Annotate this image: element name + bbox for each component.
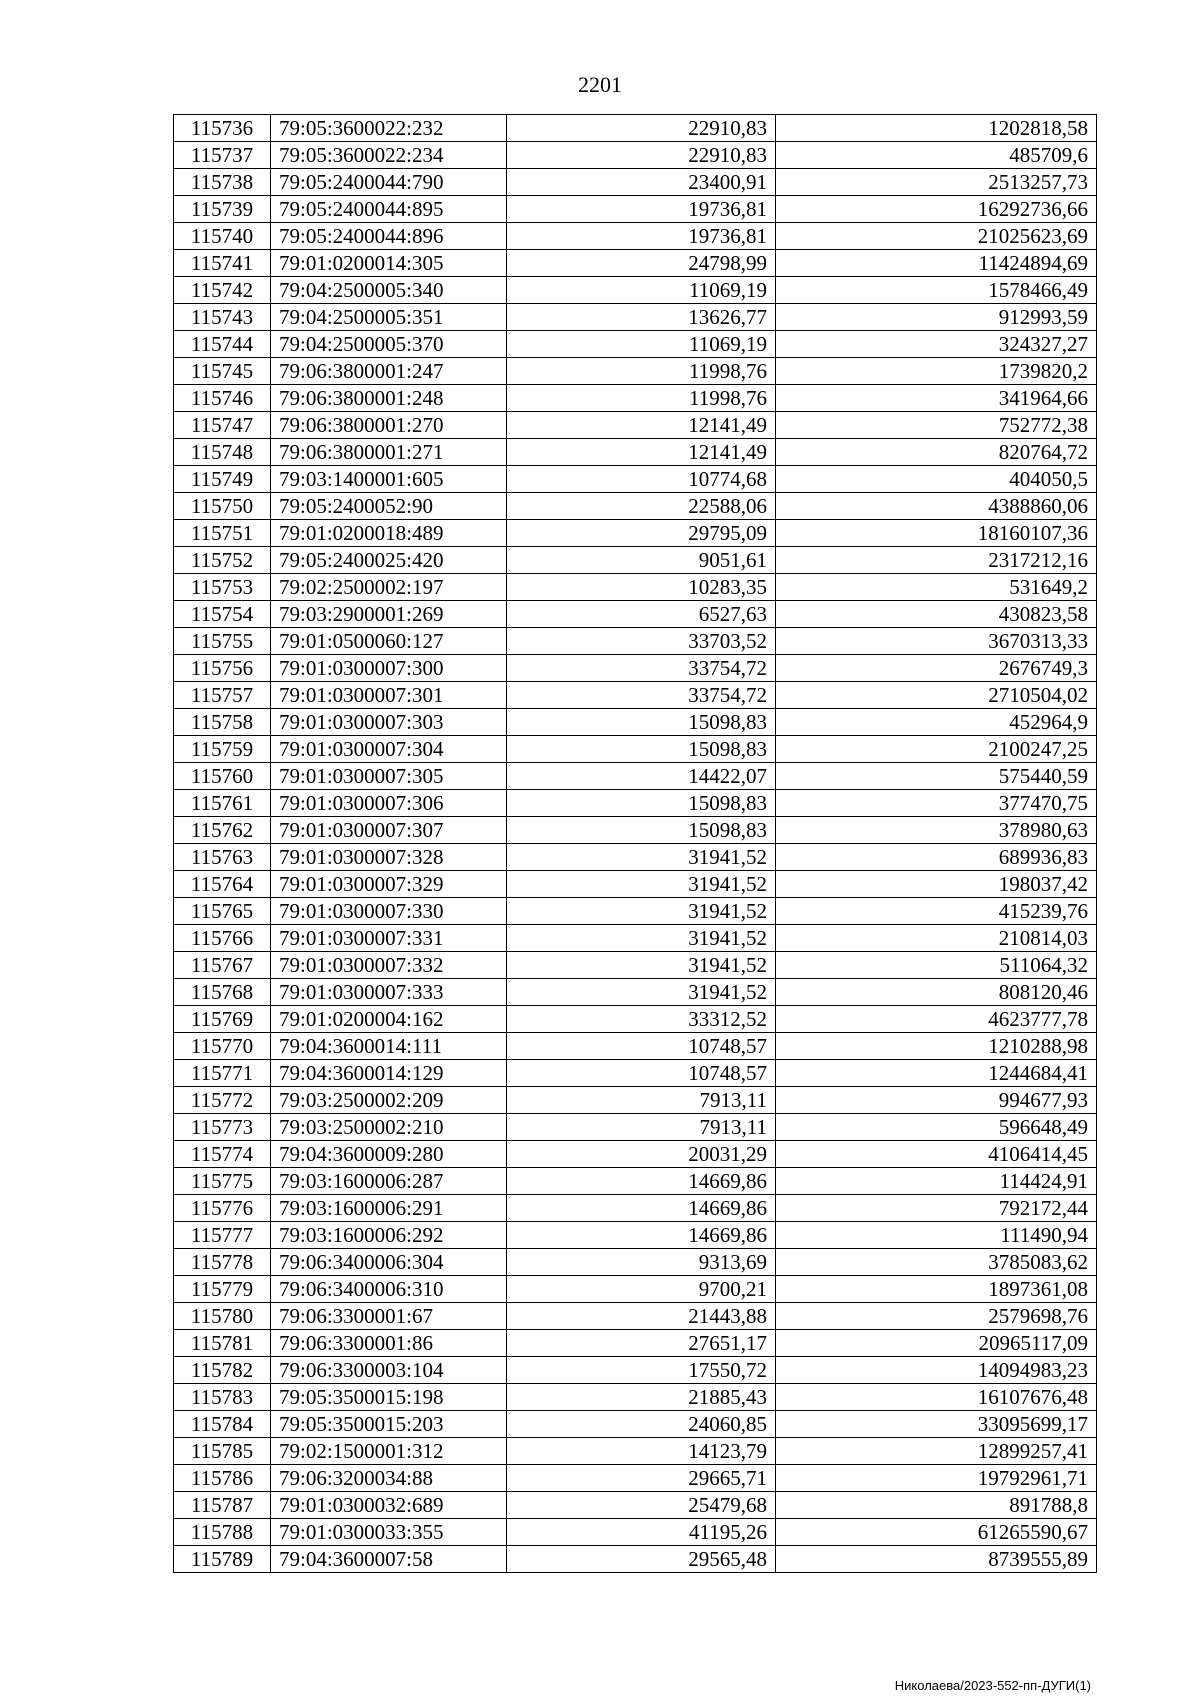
table-row [174,1330,1097,1357]
table-row [174,574,1097,601]
cadastral-number-cell: 79:04:2500005:370 [271,331,507,358]
table-row [174,844,1097,871]
table-row [174,1060,1097,1087]
cadastral-value-cell: 378980,63 [776,817,1097,844]
cadastral-value-cell: 596648,49 [776,1114,1097,1141]
cadastral-number-cell: 79:01:0300007:330 [271,898,507,925]
cadastral-value-cell: 61265590,67 [776,1519,1097,1546]
table-row [174,601,1097,628]
cadastral-number-cell: 79:03:2900001:269 [271,601,507,628]
row-number-cell: 115757 [174,682,271,709]
specific-value-cell: 22910,83 [507,142,776,169]
table-row [174,628,1097,655]
cadastral-value-cell: 11424894,69 [776,250,1097,277]
cadastral-value-cell: 2710504,02 [776,682,1097,709]
cadastral-number-cell: 79:04:2500005:340 [271,277,507,304]
specific-value-cell: 6527,63 [507,601,776,628]
table-row [174,1141,1097,1168]
specific-value-cell: 9313,69 [507,1249,776,1276]
specific-value-cell: 25479,68 [507,1492,776,1519]
table-row [174,277,1097,304]
row-number-cell: 115740 [174,223,271,250]
specific-value-cell: 21443,88 [507,1303,776,1330]
cadastral-value-cell: 18160107,36 [776,520,1097,547]
cadastral-number-cell: 79:05:2400044:895 [271,196,507,223]
cadastral-number-cell: 79:04:3600014:129 [271,1060,507,1087]
cadastral-number-cell: 79:01:0200014:305 [271,250,507,277]
specific-value-cell: 13626,77 [507,304,776,331]
cadastral-number-cell: 79:06:3300001:67 [271,1303,507,1330]
cadastral-value-cell: 820764,72 [776,439,1097,466]
row-number-cell: 115788 [174,1519,271,1546]
cadastral-value-cell: 404050,5 [776,466,1097,493]
cadastral-number-cell: 79:01:0300007:333 [271,979,507,1006]
cadastral-value-cell: 210814,03 [776,925,1097,952]
cadastral-value-cell: 2513257,73 [776,169,1097,196]
table-row [174,817,1097,844]
cadastral-number-cell: 79:06:3200034:88 [271,1465,507,1492]
specific-value-cell: 33312,52 [507,1006,776,1033]
cadastral-value-cell: 4106414,45 [776,1141,1097,1168]
row-number-cell: 115738 [174,169,271,196]
specific-value-cell: 33754,72 [507,682,776,709]
row-number-cell: 115754 [174,601,271,628]
cadastral-number-cell: 79:01:0300007:300 [271,655,507,682]
specific-value-cell: 11069,19 [507,277,776,304]
cadastral-value-cell: 1210288,98 [776,1033,1097,1060]
specific-value-cell: 9700,21 [507,1276,776,1303]
specific-value-cell: 7913,11 [507,1114,776,1141]
cadastral-value-cell: 21025623,69 [776,223,1097,250]
table-row [174,250,1097,277]
cadastral-number-cell: 79:05:2400044:790 [271,169,507,196]
table-row [174,1114,1097,1141]
specific-value-cell: 7913,11 [507,1087,776,1114]
row-number-cell: 115748 [174,439,271,466]
specific-value-cell: 14422,07 [507,763,776,790]
specific-value-cell: 24060,85 [507,1411,776,1438]
cadastral-value-cell: 1578466,49 [776,277,1097,304]
row-number-cell: 115782 [174,1357,271,1384]
table-row [174,1438,1097,1465]
row-number-cell: 115745 [174,358,271,385]
table-row [174,439,1097,466]
cadastral-number-cell: 79:05:3600022:232 [271,115,507,142]
cadastral-number-cell: 79:05:3500015:198 [271,1384,507,1411]
cadastral-value-cell: 1244684,41 [776,1060,1097,1087]
cadastral-value-cell: 2317212,16 [776,547,1097,574]
cadastral-number-cell: 79:01:0300007:329 [271,871,507,898]
table-row [174,1033,1097,1060]
specific-value-cell: 20031,29 [507,1141,776,1168]
cadastral-number-cell: 79:01:0300007:305 [271,763,507,790]
row-number-cell: 115762 [174,817,271,844]
cadastral-number-cell: 79:04:3600014:111 [271,1033,507,1060]
table-row [174,1519,1097,1546]
table-row [174,709,1097,736]
specific-value-cell: 15098,83 [507,709,776,736]
cadastral-number-cell: 79:03:1400001:605 [271,466,507,493]
table-row [174,1168,1097,1195]
table-row [174,655,1097,682]
row-number-cell: 115750 [174,493,271,520]
cadastral-number-cell: 79:01:0300007:303 [271,709,507,736]
table-row [174,304,1097,331]
cadastral-number-cell: 79:05:3500015:203 [271,1411,507,1438]
cadastral-number-cell: 79:05:2400052:90 [271,493,507,520]
cadastral-number-cell: 79:05:3600022:234 [271,142,507,169]
specific-value-cell: 27651,17 [507,1330,776,1357]
cadastral-value-cell: 1739820,2 [776,358,1097,385]
row-number-cell: 115787 [174,1492,271,1519]
cadastral-value-cell: 198037,42 [776,871,1097,898]
table-row [174,412,1097,439]
row-number-cell: 115770 [174,1033,271,1060]
table-row [174,331,1097,358]
specific-value-cell: 33703,52 [507,628,776,655]
cadastral-number-cell: 79:03:1600006:292 [271,1222,507,1249]
row-number-cell: 115768 [174,979,271,1006]
table-row [174,385,1097,412]
table-row [174,736,1097,763]
cadastral-number-cell: 79:06:3300001:86 [271,1330,507,1357]
specific-value-cell: 14669,86 [507,1168,776,1195]
row-number-cell: 115739 [174,196,271,223]
specific-value-cell: 19736,81 [507,196,776,223]
table-row [174,1087,1097,1114]
cadastral-value-cell: 511064,32 [776,952,1097,979]
cadastral-value-cell: 2579698,76 [776,1303,1097,1330]
table-row [174,1303,1097,1330]
row-number-cell: 115789 [174,1546,271,1573]
row-number-cell: 115760 [174,763,271,790]
specific-value-cell: 31941,52 [507,952,776,979]
row-number-cell: 115777 [174,1222,271,1249]
table-row [174,223,1097,250]
cadastral-value-cell: 16107676,48 [776,1384,1097,1411]
specific-value-cell: 33754,72 [507,655,776,682]
cadastral-value-cell: 912993,59 [776,304,1097,331]
specific-value-cell: 41195,26 [507,1519,776,1546]
specific-value-cell: 31941,52 [507,898,776,925]
specific-value-cell: 19736,81 [507,223,776,250]
cadastral-value-cell: 1202818,58 [776,115,1097,142]
cadastral-value-cell: 3670313,33 [776,628,1097,655]
table-row [174,871,1097,898]
table-row [174,1249,1097,1276]
row-number-cell: 115751 [174,520,271,547]
cadastral-value-cell: 994677,93 [776,1087,1097,1114]
table-row [174,142,1097,169]
table-row [174,520,1097,547]
row-number-cell: 115774 [174,1141,271,1168]
row-number-cell: 115756 [174,655,271,682]
cadastral-value-cell: 12899257,41 [776,1438,1097,1465]
cadastral-number-cell: 79:02:2500002:197 [271,574,507,601]
specific-value-cell: 12141,49 [507,412,776,439]
row-number-cell: 115764 [174,871,271,898]
cadastral-value-cell: 1897361,08 [776,1276,1097,1303]
cadastral-number-cell: 79:01:0300007:331 [271,925,507,952]
cadastral-value-table [173,114,1097,1573]
specific-value-cell: 10748,57 [507,1060,776,1087]
specific-value-cell: 29565,48 [507,1546,776,1573]
cadastral-value-cell: 752772,38 [776,412,1097,439]
cadastral-value-cell: 14094983,23 [776,1357,1097,1384]
row-number-cell: 115771 [174,1060,271,1087]
cadastral-number-cell: 79:01:0300032:689 [271,1492,507,1519]
specific-value-cell: 10748,57 [507,1033,776,1060]
table-row [174,115,1097,142]
cadastral-value-cell: 19792961,71 [776,1465,1097,1492]
cadastral-number-cell: 79:04:3600009:280 [271,1141,507,1168]
cadastral-number-cell: 79:01:0200004:162 [271,1006,507,1033]
row-number-cell: 115784 [174,1411,271,1438]
row-number-cell: 115769 [174,1006,271,1033]
table-row [174,466,1097,493]
cadastral-value-cell: 3785083,62 [776,1249,1097,1276]
cadastral-number-cell: 79:06:3800001:248 [271,385,507,412]
table-row [174,1384,1097,1411]
cadastral-number-cell: 79:05:2400025:420 [271,547,507,574]
row-number-cell: 115747 [174,412,271,439]
row-number-cell: 115781 [174,1330,271,1357]
table-row [174,1195,1097,1222]
cadastral-number-cell: 79:03:1600006:287 [271,1168,507,1195]
cadastral-number-cell: 79:06:3400006:304 [271,1249,507,1276]
cadastral-number-cell: 79:01:0500060:127 [271,628,507,655]
row-number-cell: 115766 [174,925,271,952]
table-body [174,115,1097,1573]
table-row [174,1492,1097,1519]
specific-value-cell: 23400,91 [507,169,776,196]
cadastral-value-cell: 33095699,17 [776,1411,1097,1438]
cadastral-number-cell: 79:05:2400044:896 [271,223,507,250]
cadastral-value-cell: 20965117,09 [776,1330,1097,1357]
cadastral-number-cell: 79:06:3800001:271 [271,439,507,466]
cadastral-value-cell: 891788,8 [776,1492,1097,1519]
cadastral-value-cell: 792172,44 [776,1195,1097,1222]
specific-value-cell: 31941,52 [507,979,776,1006]
cadastral-value-cell: 324327,27 [776,331,1097,358]
specific-value-cell: 11998,76 [507,385,776,412]
row-number-cell: 115778 [174,1249,271,1276]
cadastral-number-cell: 79:01:0300033:355 [271,1519,507,1546]
specific-value-cell: 14123,79 [507,1438,776,1465]
table-row [174,1546,1097,1573]
specific-value-cell: 29665,71 [507,1465,776,1492]
row-number-cell: 115746 [174,385,271,412]
row-number-cell: 115785 [174,1438,271,1465]
specific-value-cell: 22910,83 [507,115,776,142]
cadastral-value-cell: 575440,59 [776,763,1097,790]
row-number-cell: 115773 [174,1114,271,1141]
cadastral-value-cell: 8739555,89 [776,1546,1097,1573]
row-number-cell: 115775 [174,1168,271,1195]
row-number-cell: 115752 [174,547,271,574]
table-row [174,763,1097,790]
cadastral-value-cell: 111490,94 [776,1222,1097,1249]
specific-value-cell: 12141,49 [507,439,776,466]
cadastral-value-cell: 4623777,78 [776,1006,1097,1033]
specific-value-cell: 29795,09 [507,520,776,547]
specific-value-cell: 15098,83 [507,817,776,844]
table-row [174,169,1097,196]
cadastral-number-cell: 79:04:2500005:351 [271,304,507,331]
specific-value-cell: 14669,86 [507,1195,776,1222]
cadastral-value-cell: 114424,91 [776,1168,1097,1195]
specific-value-cell: 14669,86 [507,1222,776,1249]
cadastral-value-cell: 531649,2 [776,574,1097,601]
row-number-cell: 115765 [174,898,271,925]
table-row [174,1411,1097,1438]
cadastral-number-cell: 79:06:3300003:104 [271,1357,507,1384]
cadastral-number-cell: 79:06:3800001:270 [271,412,507,439]
specific-value-cell: 15098,83 [507,790,776,817]
specific-value-cell: 15098,83 [507,736,776,763]
table-row [174,1465,1097,1492]
row-number-cell: 115741 [174,250,271,277]
cadastral-value-cell: 415239,76 [776,898,1097,925]
cadastral-value-cell: 4388860,06 [776,493,1097,520]
cadastral-value-cell: 377470,75 [776,790,1097,817]
table-row [174,952,1097,979]
cadastral-value-cell: 808120,46 [776,979,1097,1006]
table-row [174,1276,1097,1303]
row-number-cell: 115779 [174,1276,271,1303]
table-row [174,682,1097,709]
cadastral-number-cell: 79:06:3400006:310 [271,1276,507,1303]
row-number-cell: 115767 [174,952,271,979]
row-number-cell: 115786 [174,1465,271,1492]
specific-value-cell: 9051,61 [507,547,776,574]
row-number-cell: 115763 [174,844,271,871]
row-number-cell: 115776 [174,1195,271,1222]
cadastral-value-cell: 485709,6 [776,142,1097,169]
specific-value-cell: 21885,43 [507,1384,776,1411]
row-number-cell: 115736 [174,115,271,142]
page-number: 2201 [578,72,622,97]
cadastral-number-cell: 79:03:2500002:209 [271,1087,507,1114]
cadastral-number-cell: 79:02:1500001:312 [271,1438,507,1465]
row-number-cell: 115743 [174,304,271,331]
cadastral-number-cell: 79:01:0300007:304 [271,736,507,763]
cadastral-number-cell: 79:03:1600006:291 [271,1195,507,1222]
table-row [174,196,1097,223]
table-row [174,1006,1097,1033]
cadastral-value-cell: 430823,58 [776,601,1097,628]
row-number-cell: 115742 [174,277,271,304]
table-row [174,790,1097,817]
cadastral-value-cell: 2100247,25 [776,736,1097,763]
specific-value-cell: 17550,72 [507,1357,776,1384]
row-number-cell: 115758 [174,709,271,736]
row-number-cell: 115772 [174,1087,271,1114]
table-row [174,925,1097,952]
cadastral-number-cell: 79:01:0300007:306 [271,790,507,817]
specific-value-cell: 31941,52 [507,871,776,898]
row-number-cell: 115744 [174,331,271,358]
specific-value-cell: 10283,35 [507,574,776,601]
cadastral-number-cell: 79:01:0300007:332 [271,952,507,979]
cadastral-number-cell: 79:01:0200018:489 [271,520,507,547]
row-number-cell: 115749 [174,466,271,493]
specific-value-cell: 11998,76 [507,358,776,385]
row-number-cell: 115753 [174,574,271,601]
specific-value-cell: 11069,19 [507,331,776,358]
specific-value-cell: 10774,68 [507,466,776,493]
cadastral-value-cell: 2676749,3 [776,655,1097,682]
row-number-cell: 115780 [174,1303,271,1330]
row-number-cell: 115759 [174,736,271,763]
cadastral-number-cell: 79:01:0300007:328 [271,844,507,871]
table-row [174,493,1097,520]
row-number-cell: 115761 [174,790,271,817]
specific-value-cell: 31941,52 [507,844,776,871]
row-number-cell: 115755 [174,628,271,655]
table-row [174,898,1097,925]
specific-value-cell: 31941,52 [507,925,776,952]
table-row [174,979,1097,1006]
row-number-cell: 115783 [174,1384,271,1411]
cadastral-value-cell: 16292736,66 [776,196,1097,223]
table-row [174,547,1097,574]
cadastral-number-cell: 79:04:3600007:58 [271,1546,507,1573]
table-row [174,1222,1097,1249]
specific-value-cell: 24798,99 [507,250,776,277]
cadastral-number-cell: 79:03:2500002:210 [271,1114,507,1141]
row-number-cell: 115737 [174,142,271,169]
cadastral-value-cell: 341964,66 [776,385,1097,412]
document-footer: Николаева/2023-552-пп-ДУГИ(1) [894,1678,1091,1693]
table-row [174,358,1097,385]
cadastral-value-cell: 689936,83 [776,844,1097,871]
cadastral-number-cell: 79:06:3800001:247 [271,358,507,385]
cadastral-value-cell: 452964,9 [776,709,1097,736]
cadastral-number-cell: 79:01:0300007:307 [271,817,507,844]
cadastral-number-cell: 79:01:0300007:301 [271,682,507,709]
table-row [174,1357,1097,1384]
specific-value-cell: 22588,06 [507,493,776,520]
